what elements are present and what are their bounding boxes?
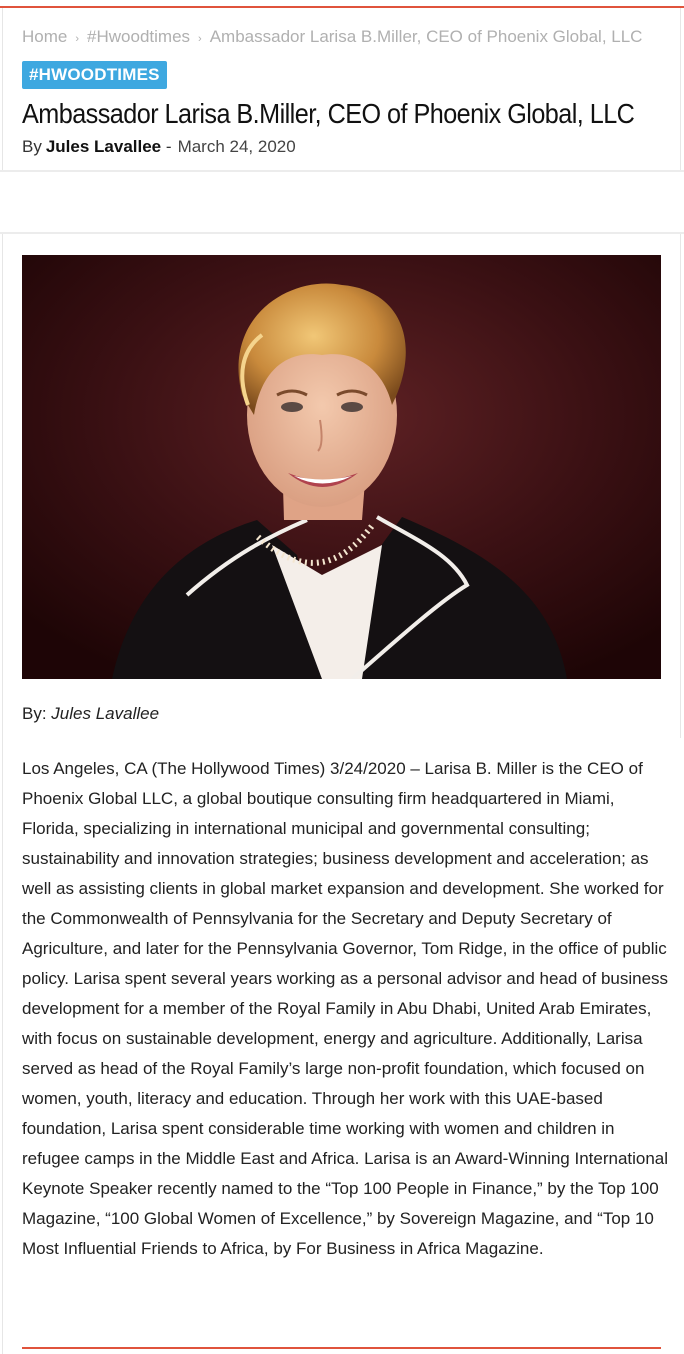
category-badge[interactable]: #HWOODTIMES <box>22 61 167 89</box>
portrait-illustration <box>22 255 661 679</box>
inline-author-name: Jules Lavallee <box>51 704 160 723</box>
content-divider <box>0 232 684 234</box>
breadcrumb-separator: › <box>75 33 80 45</box>
breadcrumb-home-link[interactable]: Home <box>22 28 68 46</box>
top-accent-line <box>0 6 684 8</box>
breadcrumb-category-link[interactable]: #Hwoodtimes <box>87 28 191 46</box>
article-body-paragraph: Los Angeles, CA (The Hollywood Times) 3/24/2020 – Larisa B. Miller is the CEO of Phoenix Global LLC, a global boutique consulting firm headquartered in Miami, Florida, specializing in international municipal and governmental consulting; sustainability and innovation strategies; business development and acceleration; as well as assisting clients in global market expansion and development. She worked for the Commonwealth of Pennsylvania for the Secretary and Deputy Secretary of Agriculture, and later for the Pennsylvania Governor, Tom Ridge, in the office of public policy. Larisa spent several years working as a personal advisor and head of business development for a member of the Royal Family in Abu Dhabi, United Arab Emirates, with focus on sustainable development, energy and agriculture. Additionally, Larisa served as head of the Royal Family’s large non-profit foundation, which focused on women, youth, literacy and education. Through her work with this UAE-based foundation, Larisa spent considerable time working with women and children in refugee camps in the Middle East and Africa. Larisa is an Award-Winning International Keynote Speaker recently named to the “Top 100 People in Finance,” by the Top 100 Magazine, “100 Global Women of Excellence,” by Sovereign Magazine, and “Top 10 Most Influential Friends to Africa, by For Business in Africa Magazine. <box>22 759 669 1258</box>
page-frame-right <box>680 8 681 738</box>
article-inline-byline <box>22 700 159 728</box>
publish-date: March 24, 2020 <box>177 137 296 156</box>
article-byline <box>22 134 296 160</box>
breadcrumb-separator: › <box>198 33 202 45</box>
ad-placeholder <box>0 172 684 232</box>
author-link[interactable]: Jules Lavallee <box>45 137 162 156</box>
by-label: By <box>22 137 42 156</box>
bottom-accent-line <box>22 1347 661 1349</box>
breadcrumb <box>22 28 652 64</box>
date-separator: - <box>165 137 172 156</box>
article-title: Ambassador Larisa B.Miller, CEO of Phoenix Global, LLC <box>22 98 635 129</box>
article-featured-image <box>22 255 661 679</box>
breadcrumb-current-page: Ambassador Larisa B.Miller, CEO of Phoenix Global, LLC <box>209 28 643 46</box>
inline-by-label: By: <box>22 704 47 723</box>
